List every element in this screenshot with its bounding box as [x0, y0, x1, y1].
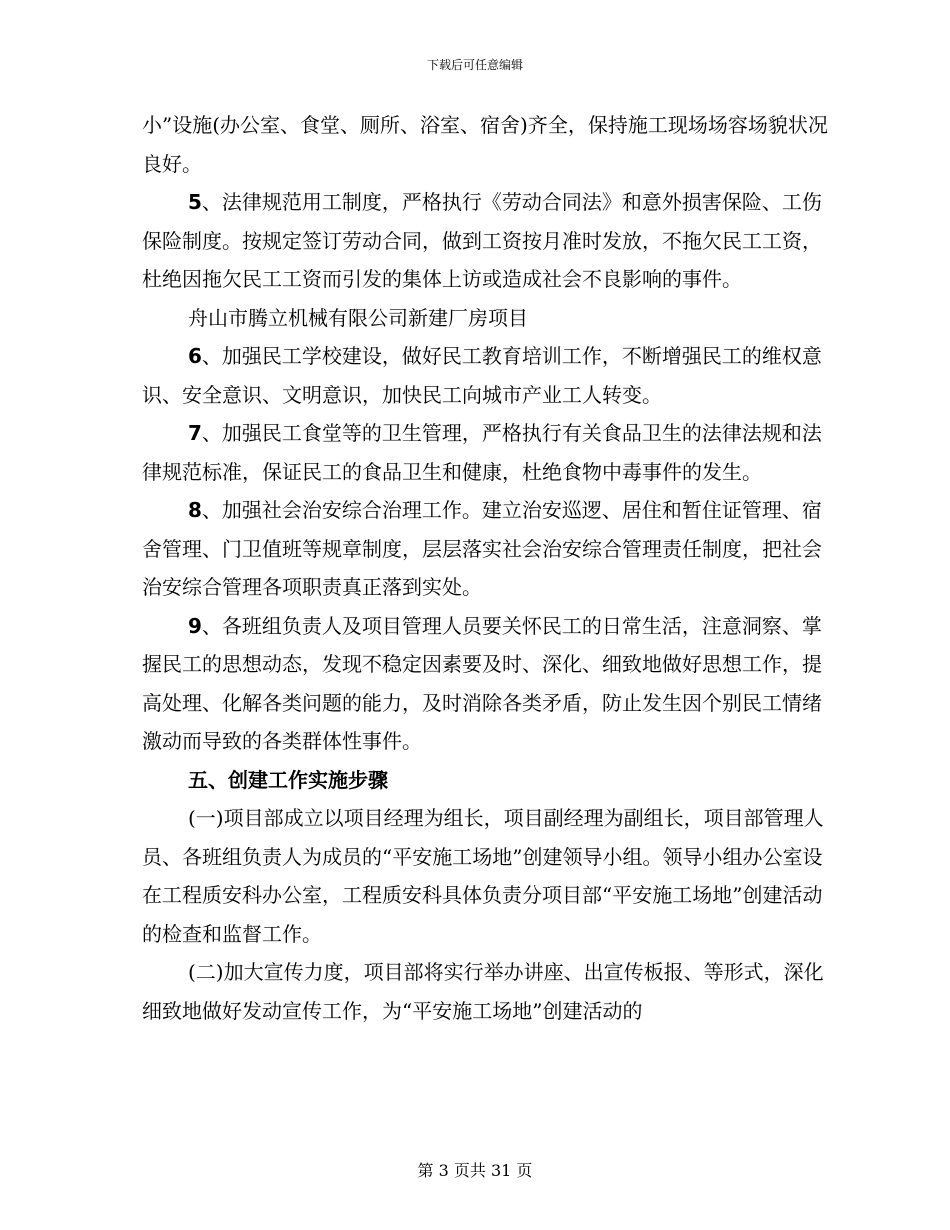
paragraph-item-5: 5、法律规范用工制度，严格执行《劳动合同法》和意外损害保险、工伤保险制度。按规定签订劳动合同，做到工资按月准时发放，不拖欠民工工资，杜绝因拖欠民工工资而引发的集体上访或造成社会不良影响的事件。 — [142, 190, 822, 291]
paragraph-1: 小”设施(办公室、食堂、厕所、浴室、宿舍)齐全，保持施工现场场容场貌状况良好。 — [142, 113, 828, 176]
paragraph-item-9: 9、各班组负责人及项目管理人员要关怀民工的日常生活，注意洞察、掌握民工的思想动态，发现不稳定因素要及时、深化、细致地做好思想工作，提高处理、化解各类问题的能力，及时消除各类矛盾，防止发生因个别民工情绪激动而导致的各类群体性事件。 — [142, 613, 822, 753]
paragraph-step-2: (二)加大宣传力度，项目部将实行举办讲座、出宣传板报、等形式，深化细致地做好发动宣传工作，为“平安施工场地”创建活动的 — [142, 960, 824, 1023]
section-heading-5: 五、创建工作实施步骤 — [188, 767, 388, 792]
page-footer: 第 3 页共 31 页 — [417, 1161, 533, 1180]
paragraph-item-8: 8、加强社会治安综合治理工作。建立治安巡逻、居住和暂住证管理、宿舍管理、门卫值班等规章制度，层层落实社会治安综合管理责任制度，把社会治安综合管理各项职责真正落到实处。 — [142, 498, 822, 599]
paragraph-project-name: 舟山市腾立机械有限公司新建厂房项目 — [188, 305, 528, 330]
page-header: 下载后可任意编辑 — [426, 58, 523, 72]
paragraph-step-1: (一)项目部成立以项目经理为组长，项目副经理为副组长，项目部管理人员、各班组负责人为成员的“平安施工场地”创建领导小组。领导小组办公室设在工程质安科办公室，工程质安科具体负责分项目部“平安施工场地”创建活动的检查和监督工作。 — [142, 806, 824, 946]
paragraph-item-6: 6、加强民工学校建设，做好民工教育培训工作，不断增强民工的维权意识、安全意识、文明意识，加快民工向城市产业工人转变。 — [142, 344, 822, 407]
document-body — [142, 106, 832, 1030]
paragraph-item-7: 7、加强民工食堂等的卫生管理，严格执行有关食品卫生的法律法规和法律规范标准，保证民工的食品卫生和健康，杜绝食物中毒事件的发生。 — [142, 421, 822, 484]
